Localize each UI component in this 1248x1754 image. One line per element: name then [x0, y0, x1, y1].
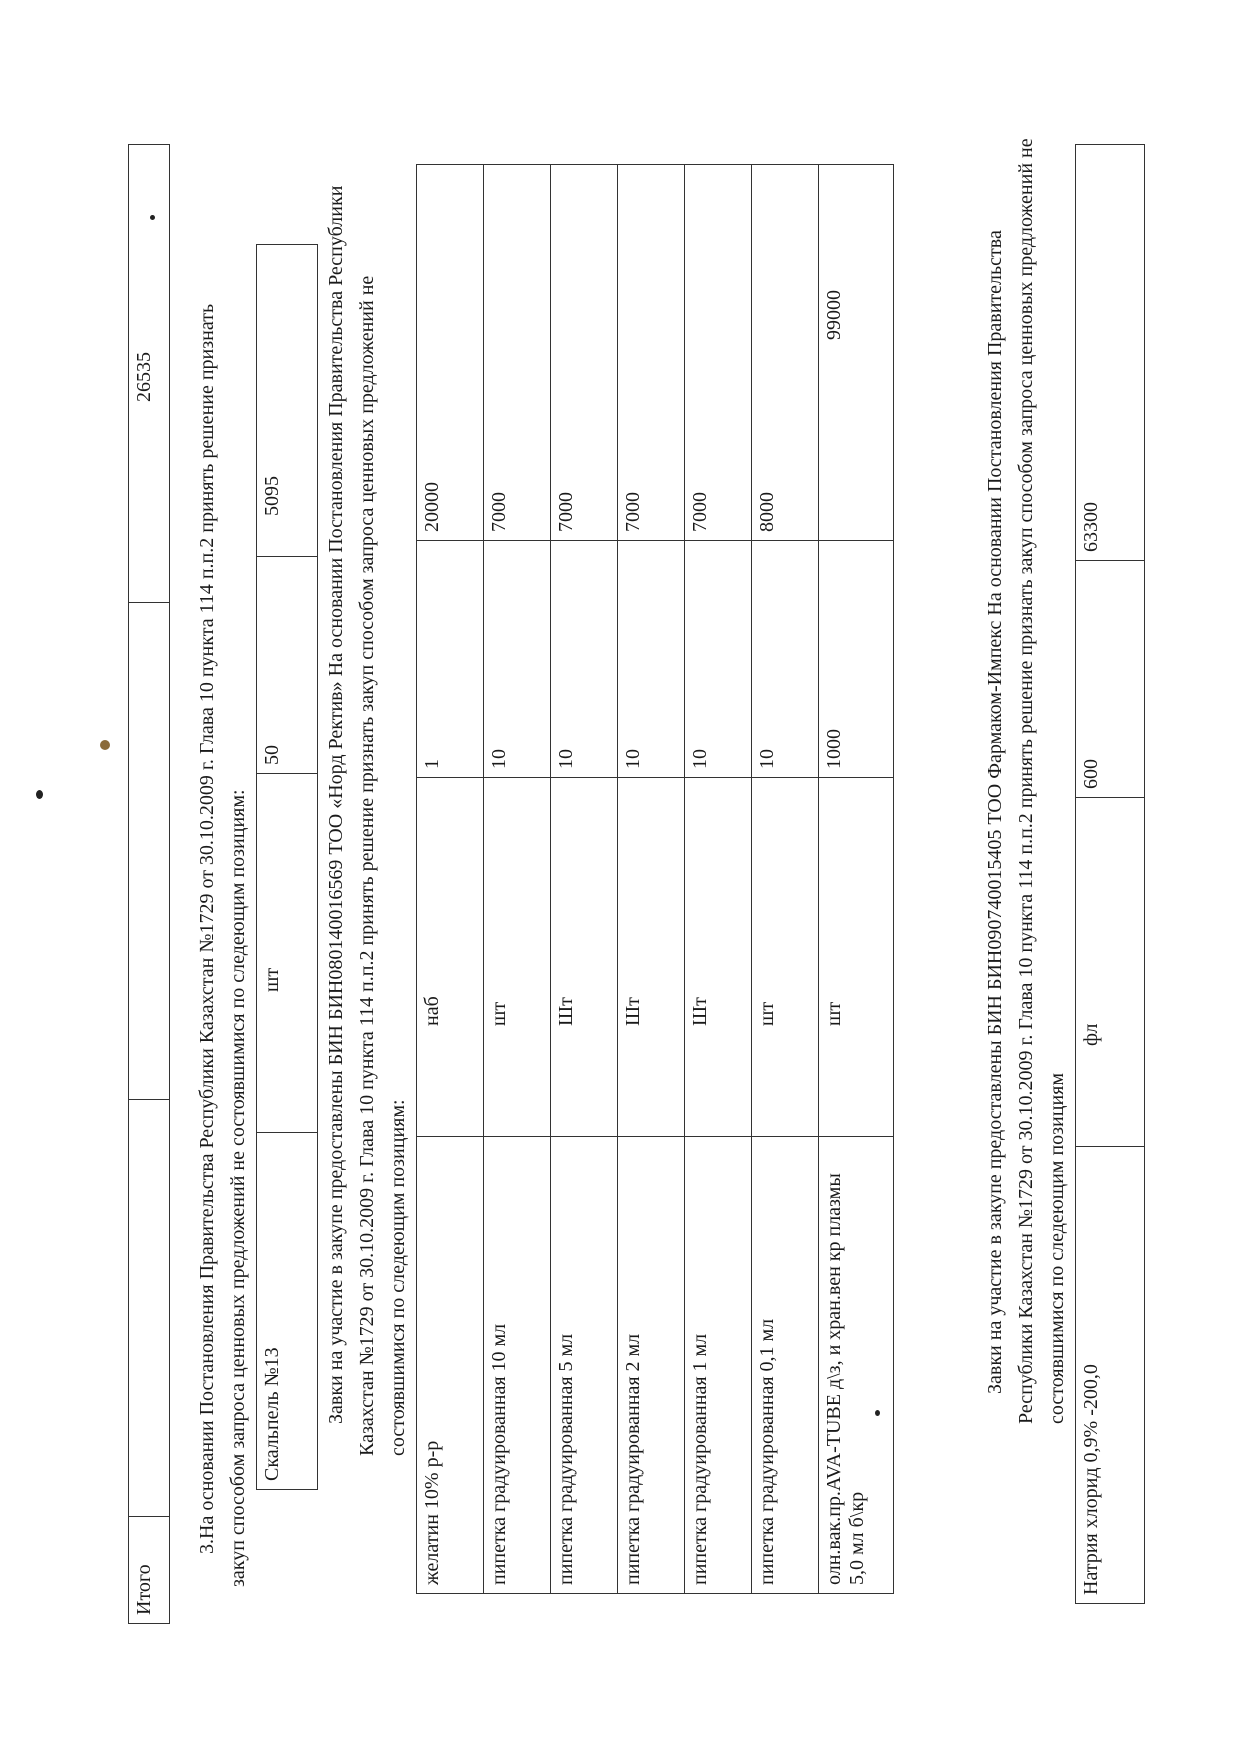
- item-price: 7000: [484, 165, 551, 541]
- table-row: [1076, 145, 1145, 1604]
- scan-speck: [100, 740, 110, 750]
- table-sodium-chloride: [1075, 144, 1145, 1604]
- item-qty: 10: [752, 541, 819, 778]
- item-name: пипетка градуированная 1 мл: [685, 1137, 752, 1594]
- table-row: [417, 165, 484, 1594]
- item-qty: 10: [685, 541, 752, 778]
- item-qty: 50: [257, 557, 318, 774]
- total-empty-cell: [129, 1100, 170, 1517]
- section3-line2: закуп способом запроса ценновых предложений не состоявшимися по следеющим позициям:: [227, 789, 249, 1587]
- item-unit: фл: [1076, 798, 1145, 1147]
- item-unit: Шт: [551, 778, 618, 1137]
- table-row: [484, 165, 551, 1594]
- table-scalpel: [256, 244, 318, 1490]
- total-value: 26535: [129, 145, 170, 603]
- item-unit: шт: [752, 778, 819, 1137]
- item-unit: Шт: [618, 778, 685, 1137]
- item-price: 7000: [685, 165, 752, 541]
- item-name: пипетка градуированная 2 мл: [618, 1137, 685, 1594]
- table-row: [819, 165, 894, 1594]
- item-price: 99000: [819, 165, 894, 541]
- item-price: 63300: [1076, 145, 1145, 561]
- table-row: [551, 165, 618, 1594]
- item-unit: шт: [484, 778, 551, 1137]
- item-qty: 1: [417, 541, 484, 778]
- item-qty: 10: [484, 541, 551, 778]
- bid1-line3: состоявшимися по следеющим позициям:: [387, 1099, 409, 1456]
- scan-speck: [875, 1410, 880, 1416]
- item-unit: шт: [257, 774, 318, 1133]
- item-name: Скальпель №13: [257, 1133, 318, 1490]
- item-unit: шт: [819, 778, 894, 1137]
- table-row: [752, 165, 819, 1594]
- item-name: пипетка градуированная 0,1 мл: [752, 1137, 819, 1594]
- table-row: [129, 145, 170, 1624]
- item-unit: Шт: [685, 778, 752, 1137]
- bid1-paragraph: [321, 185, 414, 1456]
- total-table: [128, 144, 170, 1624]
- item-price: 7000: [618, 165, 685, 541]
- item-name: [819, 1137, 894, 1594]
- bid1-line1: Завки на участие в закупе предоставлены БИН БИН080140016569 ТОО «Норд Ректив» На основании Постановления Правительства Республики: [325, 185, 347, 1424]
- table-row: [257, 245, 318, 1490]
- total-label: Итого: [129, 1517, 170, 1624]
- item-name: пипетка градуированная 10 мл: [484, 1137, 551, 1594]
- item-price: 7000: [551, 165, 618, 541]
- section3-paragraph: [192, 303, 254, 1587]
- table-row: [685, 165, 752, 1594]
- table-pipettes: [416, 164, 894, 1594]
- item-qty: 600: [1076, 561, 1145, 798]
- item-qty: 10: [551, 541, 618, 778]
- item-qty: 10: [618, 541, 685, 778]
- scan-speck: [150, 215, 155, 220]
- bid2-line1: Завки на участие в закупе предоставлены БИН БИН090740015405 ТОО Фармаком-Импекс На основании Постановления Правительства: [984, 230, 1006, 1394]
- item-name: пипетка градуированная 5 мл: [551, 1137, 618, 1594]
- scan-speck: [36, 790, 43, 799]
- bid2-line3: состоявшимися по следеющим позициям: [1046, 1072, 1068, 1424]
- bid2-line2: Республики Казахстан №1729 от 30.10.2009 г. Глава 10 пункта 114 п.п.2 принять решение признать закуп способом запроса ценновых предложений не: [1015, 138, 1037, 1424]
- item-qty: 1000: [819, 541, 894, 778]
- item-price: 8000: [752, 165, 819, 541]
- bid2-paragraph: [980, 138, 1073, 1424]
- item-price: 5095: [257, 245, 318, 557]
- item-price: 20000: [417, 165, 484, 541]
- item-name: Натрия хлорид 0,9% -200,0: [1076, 1147, 1145, 1604]
- bid1-line2: Казахстан №1729 от 30.10.2009 г. Глава 10 пункта 114 п.п.2 принять решение признать закуп способом запроса ценновых предложений не: [356, 275, 378, 1456]
- section3-line1: 3.На основании Постановления Правительства Республики Казахстан №1729 от 30.10.2009 г. Глава 10 пункта 114 п.п.2 принять решение признать: [196, 303, 218, 1554]
- item-name: желатин 10% р-р: [417, 1137, 484, 1594]
- item-name-line2: 5,0 мл б\кр: [846, 1491, 868, 1585]
- item-name-line1: олн.вак.пр.AVA-TUBE д\з, и хран.вен кр плазмы: [823, 1173, 845, 1585]
- total-empty-cell: [129, 603, 170, 1100]
- item-unit: наб: [417, 778, 484, 1137]
- table-row: [618, 165, 685, 1594]
